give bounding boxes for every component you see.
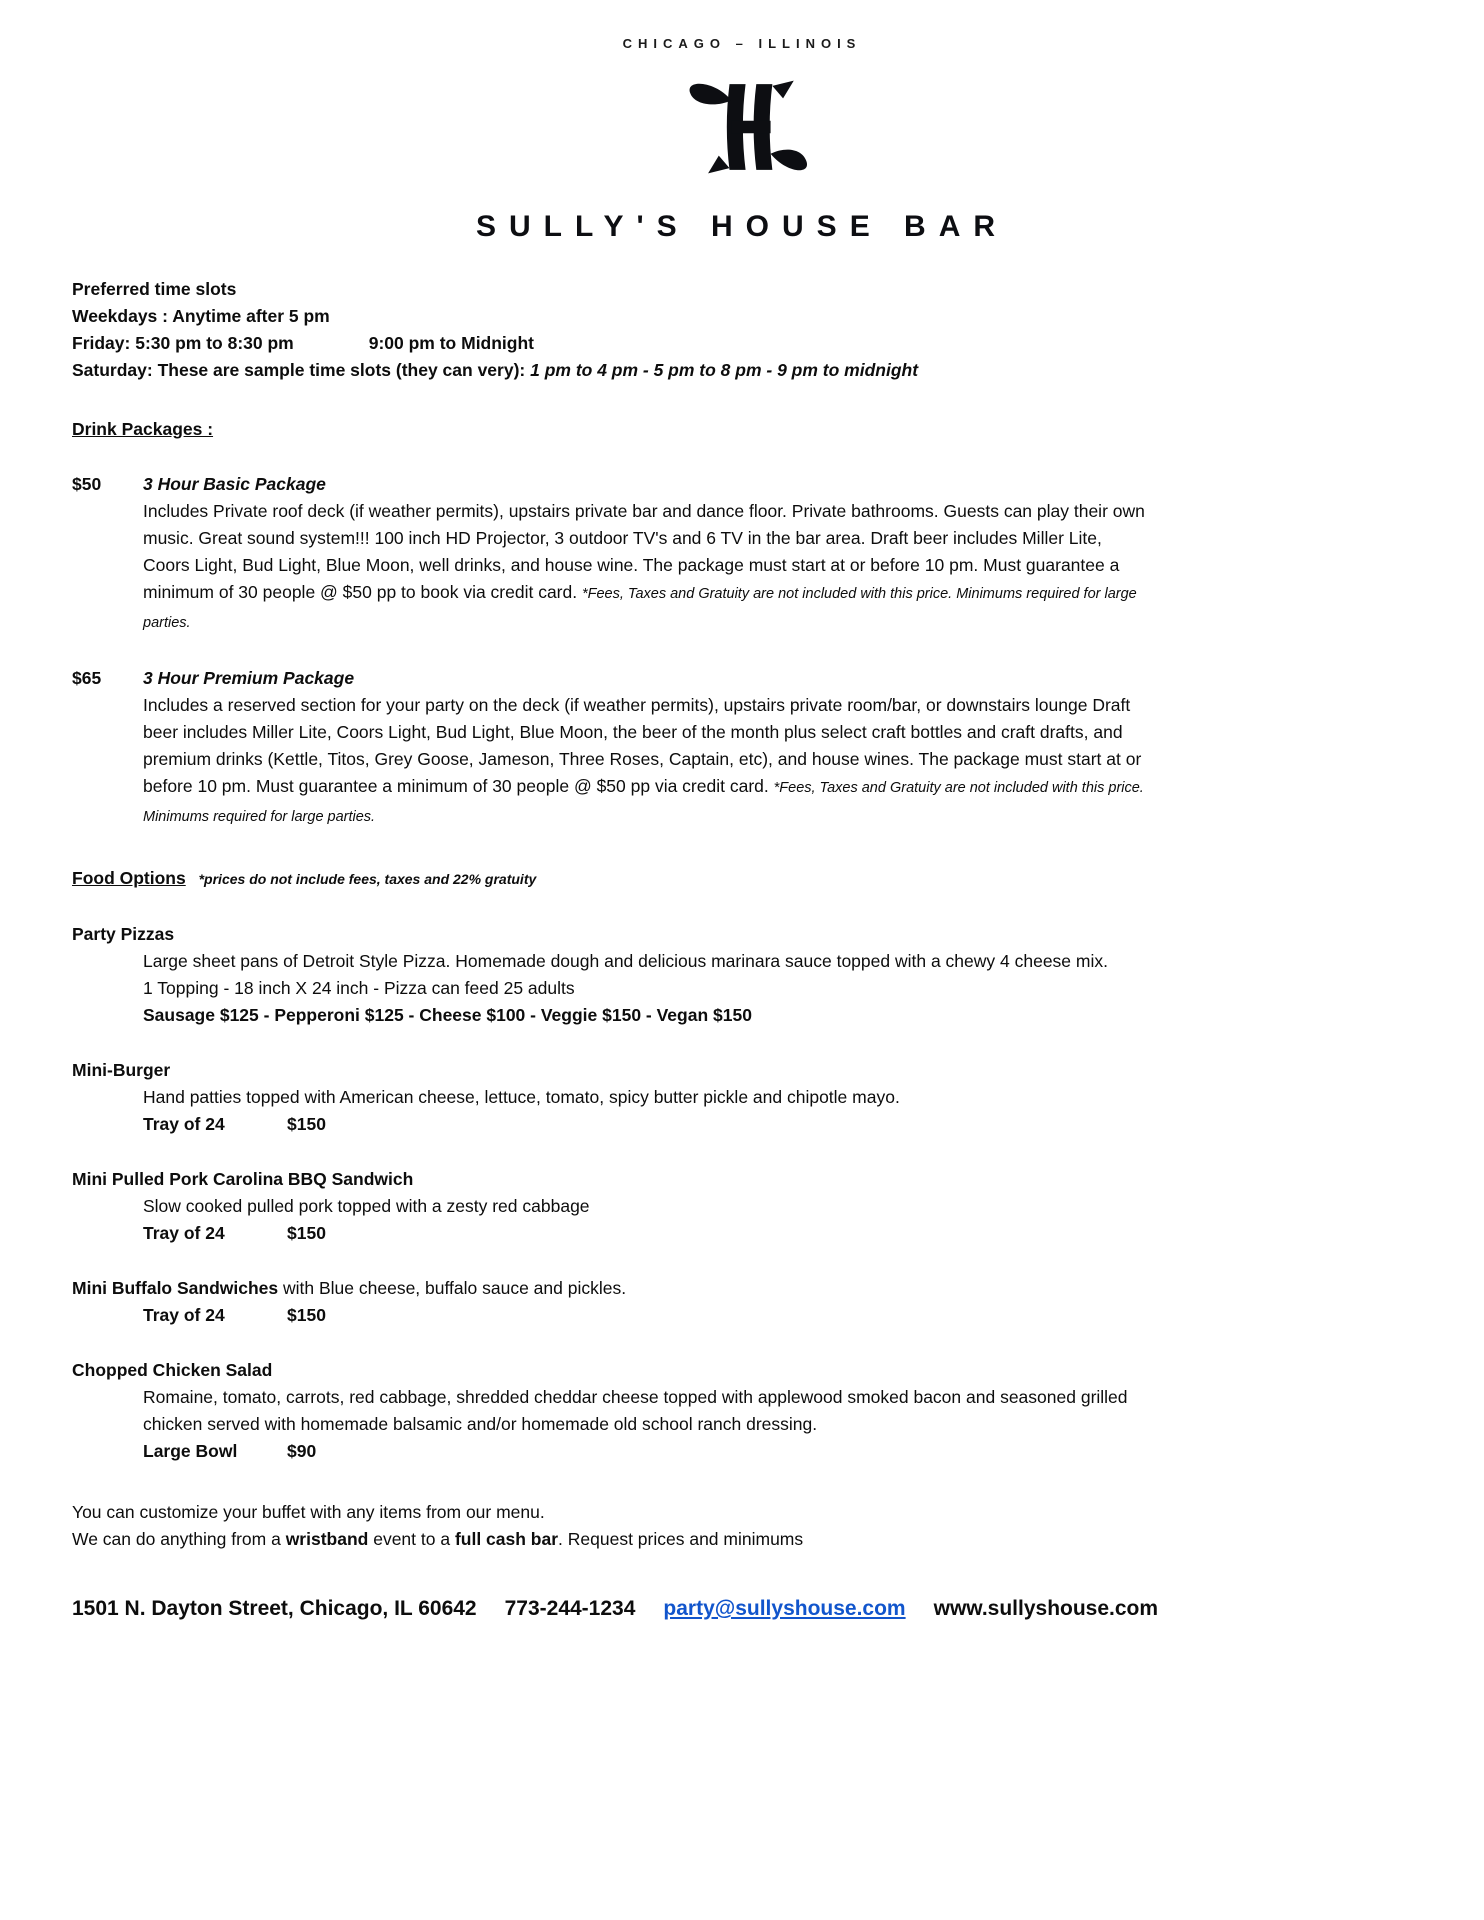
basic-package	[72, 471, 1412, 637]
footer-email-link[interactable]: party@sullyshouse.com	[663, 1597, 906, 1620]
food-item-body	[143, 948, 1153, 1029]
food-item-serving-line	[143, 1302, 1153, 1329]
premium-package-fine-print: *Fees, Taxes and Gratuity are not included with this price. Minimums required for large parties.	[143, 780, 1144, 825]
serving-label: Tray of 24	[143, 1223, 225, 1243]
serving-price: $90	[287, 1441, 317, 1461]
serving-price: $150	[287, 1114, 326, 1134]
basic-package-description-text: Includes Private roof deck (if weather permits), upstairs private bar and dance floor. Private bathrooms. Guests can play their own music. Great sound system!!! 100 inch HD Projector, 3 outdoor TV's and 6 TV in the bar area. Draft beer includes Miller Lite, Coors Light, Bud Light, Blue Moon, well drinks, and house wine. The package must start at or before 10 pm. Must guarantee a minimum of 30 people @ $50 pp to book via credit card.	[143, 501, 1145, 602]
premium-package-description	[143, 692, 1153, 831]
page-header	[72, 30, 1412, 243]
food-item-mini-pulled-pork	[72, 1166, 1412, 1247]
food-item-serving-line	[143, 1111, 1153, 1138]
food-item-mini-burger	[72, 1057, 1412, 1138]
brand-title: SULLY'S HOUSE BAR	[475, 210, 1009, 243]
time-slots-section	[72, 276, 1412, 384]
closing-line-2-mid: event to a	[368, 1529, 455, 1549]
food-options-heading: Food Options	[72, 868, 186, 888]
food-item-description: Romaine, tomato, carrots, red cabbage, shredded cheddar cheese topped with applewood smoked bacon and seasoned grilled chicken served with homemade balsamic and/or homemade old school ranch dressing.	[143, 1387, 1128, 1434]
premium-package	[72, 665, 1412, 831]
food-item-description-2: 1 Topping - 18 inch X 24 inch - Pizza can feed 25 adults	[143, 978, 575, 998]
footer-address: 1501 N. Dayton Street, Chicago, IL 60642	[72, 1597, 477, 1620]
closing-wristband: wristband	[285, 1529, 369, 1549]
food-item-body	[143, 1302, 1153, 1329]
closing-line-2-pre: We can do anything from a	[72, 1529, 286, 1549]
friday-slots	[72, 330, 1412, 357]
footer-phone: 773-244-1234	[504, 1597, 636, 1620]
food-item-title-suffix: with Blue cheese, buffalo sauce and pickles.	[278, 1278, 627, 1298]
food-item-title: Party Pizzas	[72, 924, 175, 944]
food-item-body	[143, 1384, 1153, 1465]
food-item-description: Hand patties topped with American cheese, lettuce, tomato, spicy butter pickle and chipotle mayo.	[143, 1087, 900, 1107]
food-item-description: Slow cooked pulled pork topped with a zesty red cabbage	[143, 1196, 590, 1216]
food-options-heading-row	[72, 865, 1412, 893]
serving-price: $150	[287, 1305, 326, 1325]
friday-slot-early: Friday: 5:30 pm to 8:30 pm	[72, 333, 294, 353]
closing-notes	[72, 1499, 1412, 1553]
footer-website: www.sullyshouse.com	[933, 1597, 1159, 1620]
premium-package-description-text: Includes a reserved section for your party on the deck (if weather permits), upstairs private room/bar, or downstairs lounge Draft beer includes Miller Lite, Coors Light, Bud Light, Blue Moon, the beer of the month plus select craft bottles and craft drafts, and premium drinks (Kettle, Titos, Grey Goose, Jameson, Three Roses, Captain, etc), and house wines. The package must start at or before 10 pm. Must guarantee a minimum of 30 people @ $50 pp via credit card.	[143, 695, 1142, 796]
food-item-title: Chopped Chicken Salad	[72, 1360, 273, 1380]
closing-line-2	[72, 1526, 1412, 1553]
friday-slot-late: 9:00 pm to Midnight	[368, 333, 535, 353]
food-item-description: Large sheet pans of Detroit Style Pizza. Homemade dough and delicious marinara sauce topped with a chewy 4 cheese mix.	[143, 951, 1108, 971]
serving-label: Tray of 24	[143, 1114, 225, 1134]
food-item-price-line: Sausage $125 - Pepperoni $125 - Cheese $100 - Veggie $150 - Vegan $150	[143, 1005, 752, 1025]
food-item-serving-line	[143, 1220, 1153, 1247]
serving-label: Tray of 24	[143, 1305, 225, 1325]
premium-package-header	[72, 665, 1412, 692]
food-item-title-row	[72, 1275, 1412, 1302]
drink-packages-heading: Drink Packages :	[72, 419, 214, 439]
saturday-label: Saturday: These are sample time slots (they can very):	[72, 360, 526, 380]
food-options-disclaimer: *prices do not include fees, taxes and 22% gratuity	[198, 871, 537, 887]
serving-price: $150	[287, 1223, 326, 1243]
food-item-mini-buffalo	[72, 1275, 1412, 1329]
basic-package-price: $50	[72, 474, 102, 494]
saturday-slots	[72, 357, 1412, 384]
closing-full-cash-bar: full cash bar	[454, 1529, 559, 1549]
food-item-serving-line	[143, 1438, 1153, 1465]
weekday-slots: Weekdays : Anytime after 5 pm	[72, 306, 330, 326]
basic-package-name: 3 Hour Basic Package	[143, 474, 326, 494]
food-item-chopped-chicken-salad	[72, 1357, 1412, 1465]
food-item-body	[143, 1193, 1153, 1247]
food-item-title: Mini-Burger	[72, 1060, 171, 1080]
basic-package-fine-print: *Fees, Taxes and Gratuity are not included with this price. Minimums required for large parties.	[143, 586, 1137, 631]
food-item-party-pizzas	[72, 921, 1412, 1029]
food-item-title: Mini Pulled Pork Carolina BBQ Sandwich	[72, 1169, 414, 1189]
saturday-slot-times: 1 pm to 4 pm - 5 pm to 8 pm - 9 pm to midnight	[530, 360, 919, 380]
premium-package-name: 3 Hour Premium Package	[143, 668, 355, 688]
premium-package-price: $65	[72, 668, 102, 688]
serving-label: Large Bowl	[143, 1441, 238, 1461]
basic-package-description	[143, 498, 1153, 637]
brand-logo-icon	[72, 71, 1412, 191]
time-slots-heading: Preferred time slots	[72, 279, 237, 299]
contact-footer	[72, 1595, 1412, 1622]
closing-line-2-post: . Request prices and minimums	[558, 1529, 804, 1549]
food-item-title: Mini Buffalo Sandwiches	[72, 1278, 279, 1298]
basic-package-header	[72, 471, 1412, 498]
closing-line-1: You can customize your buffet with any items from our menu.	[72, 1502, 545, 1522]
food-item-body	[143, 1084, 1153, 1138]
location-line: CHICAGO – ILLINOIS	[622, 36, 862, 51]
